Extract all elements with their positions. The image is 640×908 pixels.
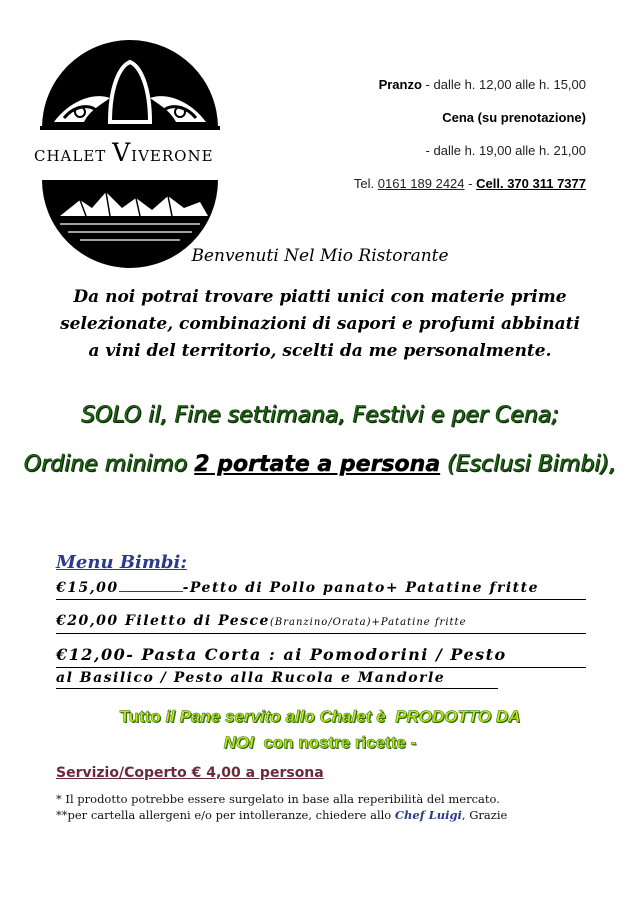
bread-notice-end: con nostre ricette - xyxy=(263,733,417,752)
dinner-time: - dalle h. 19,00 alle h. 21,00 xyxy=(425,143,586,158)
allergen-note-suffix: , Grazie xyxy=(461,808,508,822)
bread-notice-caps: PRODOTTO DA xyxy=(395,707,521,726)
menu-item-text: Filetto di Pesce xyxy=(124,613,270,629)
menu-item xyxy=(56,645,586,668)
promo-prefix: Ordine minimo xyxy=(23,452,188,477)
cell-number[interactable]: Cell. 370 311 7377 xyxy=(476,176,586,191)
menu-item-price: €20,00 xyxy=(56,613,119,629)
promo-suffix: (Esclusi Bimbi), xyxy=(447,452,617,477)
lunch-hours xyxy=(354,74,586,107)
logo-name-initial: V xyxy=(112,138,132,167)
lunch-label: Pranzo xyxy=(378,77,422,92)
opening-hours xyxy=(354,74,586,206)
allergen-note xyxy=(56,808,507,822)
promo-minimum-order xyxy=(0,452,640,477)
promo-highlight: 2 portate a persona xyxy=(194,452,441,477)
bread-notice-word: Tutto xyxy=(119,707,161,726)
menu-item xyxy=(56,613,586,634)
dinner-label: Cena (su prenotazione) xyxy=(442,110,586,125)
menu-item-price: €15,00 xyxy=(56,580,119,596)
arch-logo-icon xyxy=(40,40,220,130)
kids-menu-title: Menu Bimbi: xyxy=(56,552,187,573)
tel-label: Tel. xyxy=(353,176,375,191)
menu-item-continued: al Basilico / Pesto alla Rucola e Mandorle xyxy=(56,670,498,689)
dinner-label-line xyxy=(354,107,586,140)
logo-name-prefix: CHALET xyxy=(34,147,107,165)
menu-item-text: Pasta Corta : ai Pomodorini / Pesto xyxy=(141,645,507,664)
tel-number[interactable]: 0161 189 2424 xyxy=(377,176,465,191)
bread-notice-italic: il Pane servito allo Chalet è xyxy=(165,707,386,726)
dinner-hours xyxy=(354,140,586,173)
menu-item xyxy=(56,579,586,600)
bread-notice xyxy=(0,704,640,756)
allergen-note-prefix: **per cartella allergeni e/o per intolleranze, chiedere allo xyxy=(56,808,392,822)
contact-separator: - xyxy=(468,176,473,191)
intro-line: Da noi potrai trovare piatti unici con materie prime xyxy=(73,287,567,307)
frozen-product-note: * Il prodotto potrebbe essere surgelato in base alla reperibilità del mercato. xyxy=(56,792,500,806)
promo-weekend: SOLO il, Fine settimana, Festivi e per Cena; xyxy=(81,403,559,428)
intro-line: a vini del territorio, scelti da me personalmente. xyxy=(88,341,552,361)
cover-charge: Servizio/Coperto € 4,00 a persona xyxy=(56,765,324,781)
menu-item-price: €12,00- xyxy=(56,645,135,664)
intro-paragraph xyxy=(40,284,600,365)
restaurant-logo xyxy=(30,40,230,240)
bread-notice-noi: NOI xyxy=(223,733,254,752)
intro-line: selezionate, combinazioni di sapori e profumi abbinati xyxy=(60,314,580,334)
contact-line xyxy=(354,173,586,206)
chef-name: Chef Luigi xyxy=(394,808,462,822)
menu-item-detail: (Branzino/Orata)+Patatine fritte xyxy=(269,617,467,628)
menu-item-gap xyxy=(119,579,183,592)
lunch-time: - dalle h. 12,00 alle h. 15,00 xyxy=(425,77,586,92)
welcome-heading: Benvenuti Nel Mio Ristorante xyxy=(191,246,449,266)
logo-name-rest: IVERONE xyxy=(131,147,214,165)
menu-item-text: -Petto di Pollo panato+ Patatine fritte xyxy=(182,580,540,596)
logo-name xyxy=(34,138,234,167)
